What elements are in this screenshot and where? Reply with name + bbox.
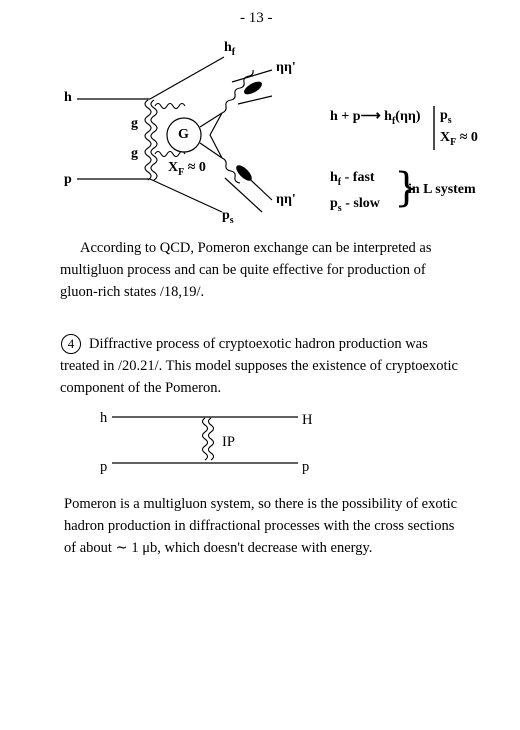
d2-label-h: h xyxy=(100,410,108,426)
hf-fast: $h_f$ - fast xyxy=(330,170,375,188)
paragraph-2-line-1: Pomeron is a multigluon system, so there is the possibility of exotic xyxy=(64,496,458,512)
item-4-line-2: treated in /20.21/. This model supposes the existence of cryptoexotic xyxy=(60,358,458,374)
paragraph-2-line-2: hadron production in diffractional processes with the cross sections xyxy=(64,518,455,534)
item-number-4: 4 xyxy=(61,334,81,354)
d2-label-p-right: p xyxy=(302,459,310,475)
item-4-line-1: 4 Diffractive process of cryptoexotic hadron production was xyxy=(61,333,428,355)
reaction-formula: h + p⟶ $h_f(\eta\eta)$ xyxy=(330,109,421,127)
label-ps: $p_s$ xyxy=(222,208,234,226)
d2-label-p-left: p xyxy=(100,459,108,475)
paragraph-2-line-3: of about ∼ 1 μb, which doesn't decrease with energy. xyxy=(64,540,373,556)
ps-slow: $p_s$ - slow xyxy=(330,196,380,214)
system-label: in L system xyxy=(408,182,476,197)
label-h: h xyxy=(64,90,72,105)
paragraph-1-line-3: gluon-rich states /18,19/. xyxy=(60,284,205,300)
page-number: - 13 - xyxy=(240,10,273,26)
pomeron-ladder-left xyxy=(203,418,208,460)
reaction-xf: $X_F \approx 0$ xyxy=(440,130,478,148)
paragraph-1-line-2: multigluon process and can be quite effective for production of xyxy=(60,262,426,278)
label-eta-bottom: ηη' xyxy=(276,192,296,207)
pomeron-ladder-right xyxy=(209,418,214,460)
d2-label-H: H xyxy=(302,412,313,428)
reaction-ps: $p_s$ xyxy=(440,108,452,126)
label-g-bottom: g xyxy=(131,146,138,161)
item-4-line-3: component of the Pomeron. xyxy=(60,380,222,396)
label-eta-top: ηη' xyxy=(276,60,296,75)
label-g-top: g xyxy=(131,116,138,131)
paragraph-1-line-1: According to QCD, Pomeron exchange can be interpreted as xyxy=(80,240,432,256)
d2-label-pomeron: IP xyxy=(222,434,235,450)
label-hf: $h_f$ xyxy=(224,40,236,58)
label-p: p xyxy=(64,172,72,187)
label-G: G xyxy=(178,127,189,142)
label-xf: $X_F \approx 0$ xyxy=(168,160,206,178)
brace: } xyxy=(394,165,420,211)
